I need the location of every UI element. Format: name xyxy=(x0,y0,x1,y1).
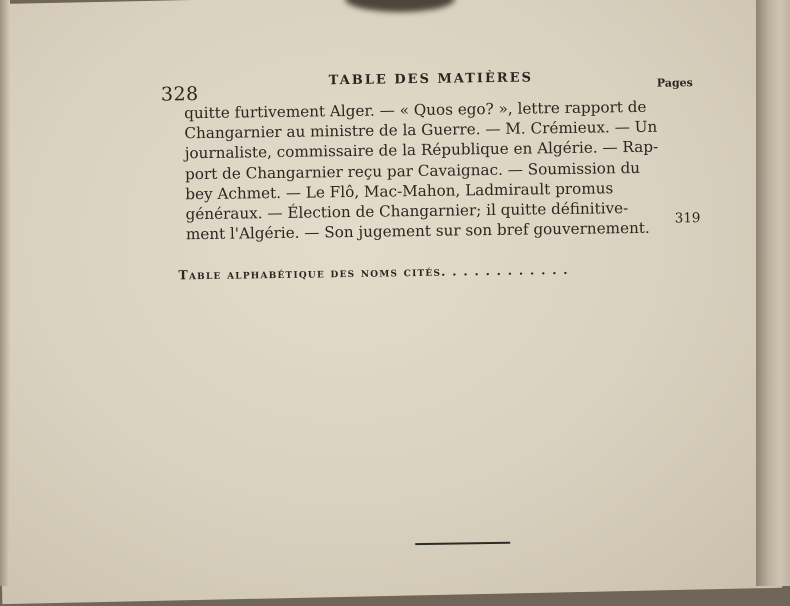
toc-entry-line: généraux. — Élection de Changarnier; il quitte définitive- xyxy=(185,199,629,224)
toc-entry-page: 319 xyxy=(674,210,701,227)
page-number: 328 xyxy=(160,83,199,106)
toc-entry-line: Changarnier au ministre de la Guerre. — M. Crémieux. — Un xyxy=(184,117,658,143)
toc-entry-line: quitte furtivement Alger. — « Quos ego? », lettre rapport de xyxy=(184,97,647,123)
toc-entry-line: port de Changarnier reçu par Cavaignac. — Soumission du xyxy=(184,158,641,183)
index-entry: Table alphabétique des noms cités. . . . . . . . . . . . xyxy=(178,261,569,283)
running-head: TABLE DES MATIÈRES xyxy=(328,70,534,89)
toc-entry xyxy=(184,97,659,245)
toc-entry-line: bey Achmet. — Le Flô, Mac-Mahon, Ladmirault promus xyxy=(185,179,614,204)
end-rule xyxy=(415,542,510,545)
toc-entry-line: ment l'Algérie. — Son jugement sur son bref gouvernement. xyxy=(185,219,650,244)
pages-column-label: Pages xyxy=(656,76,693,90)
toc-entry-line: journaliste, commissaire de la République en Algérie. — Rap- xyxy=(184,138,659,163)
